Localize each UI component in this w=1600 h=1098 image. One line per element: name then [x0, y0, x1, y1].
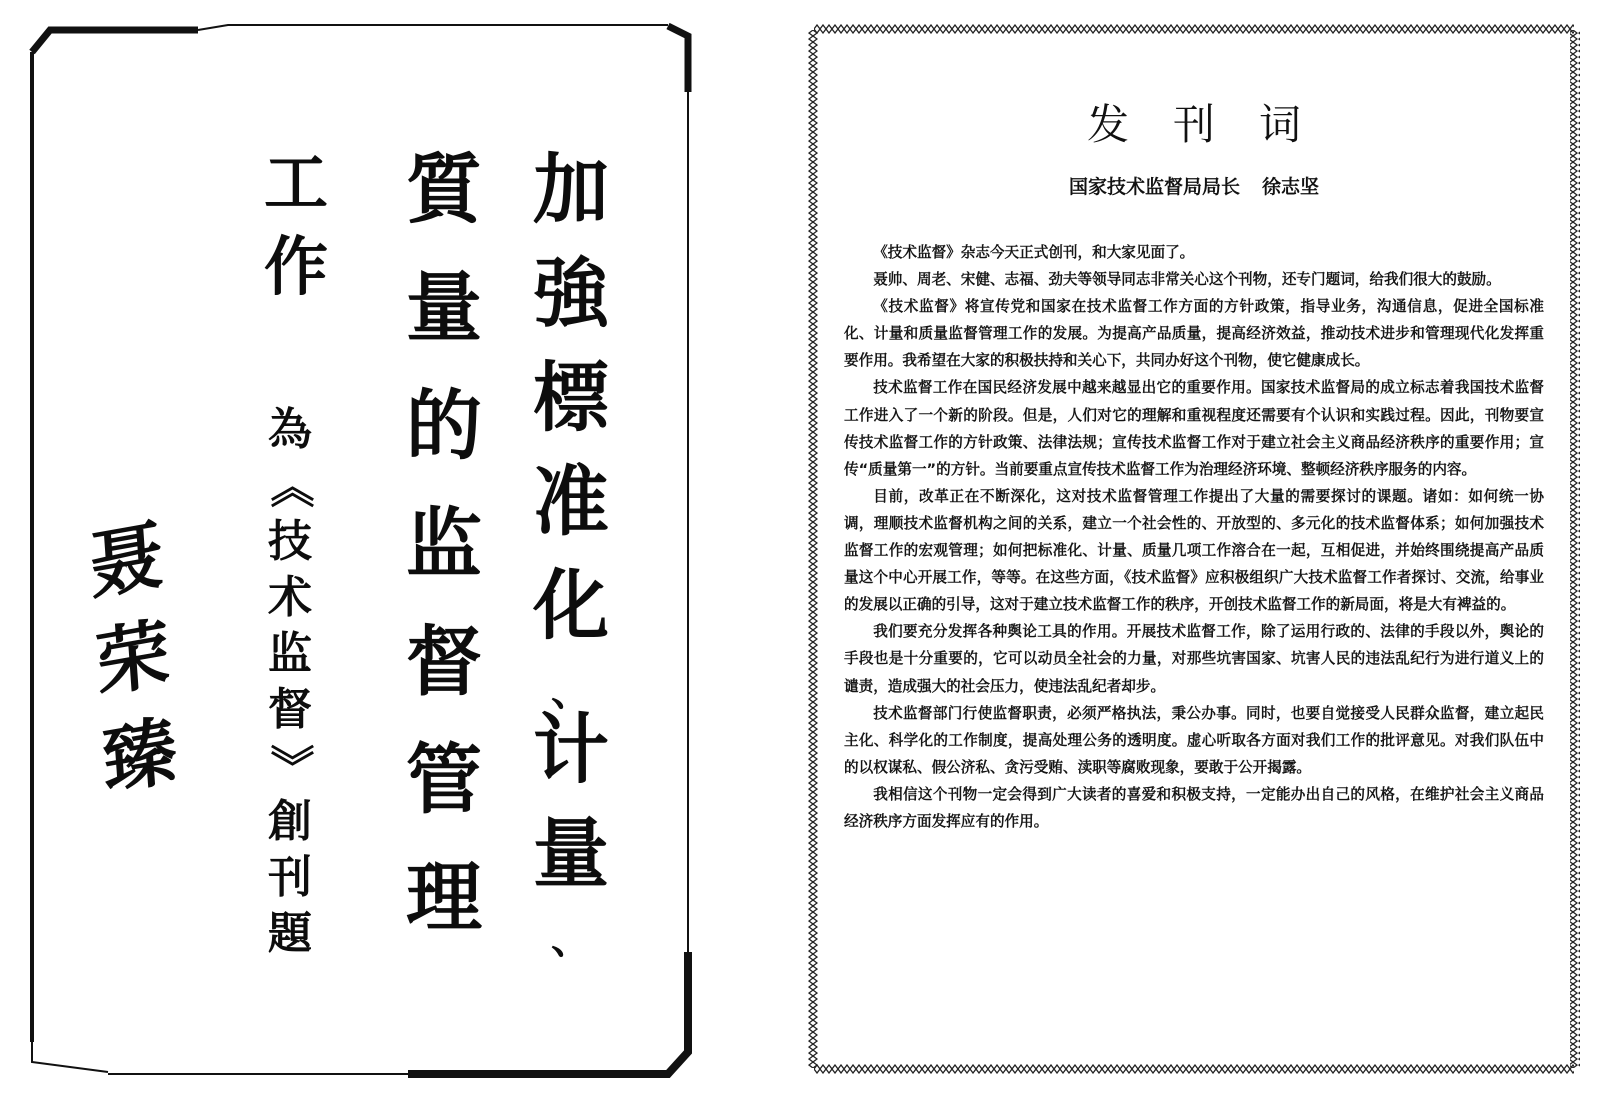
dedication-char: 為 — [268, 404, 312, 455]
dedication-char: 督 — [268, 684, 312, 735]
dedication-char: 《 — [265, 464, 316, 508]
inscription-char: 督 — [406, 617, 482, 706]
dedication-char: 刊 — [268, 852, 312, 903]
signature-char: 臻 — [100, 707, 180, 807]
inscription-char: 准 — [533, 457, 609, 546]
inscription-char: 量 — [406, 263, 482, 352]
dedication-char: 創 — [268, 796, 312, 847]
inscription-column-3 — [264, 146, 328, 320]
paragraph: 《技术监督》将宣传党和国家在技术监督工作方面的方针政策，指导业务，沟通信息，促进全国标准化、计量和质量监督管理工作的发展。为提高产品质量，提高经济效益，推动技术进步和管理现代化发挥重要作用。我希望在大家的积极扶持和关心下，共同办好这个刊物，使它健康成长。 — [844, 298, 1544, 370]
paragraph: 我们要充分发挥各种舆论工具的作用。开展技术监督工作，除了运用行政的、法律的手段以外，舆论的手段也是十分重要的，它可以动员全社会的力量，对那些坑害国家、坑害人民的违法乱纪行为进行道义上的谴责，造成强大的社会压力，使违法乱纪者却步。 — [844, 623, 1544, 695]
editorial-body — [844, 239, 1544, 835]
inscription-char: 、 — [551, 916, 591, 963]
paragraph: 目前，改革正在不断深化，这对技术监督管理工作提出了大量的需要探讨的课题。诸如：如何统一协调，理顺技术监督机构之间的关系，建立一个社会性的、开放型的、多元化的技术监督体系；如何加强技术监督工作的宏观管理；如何把标准化、计量、质量几项工作溶合在一起，互相促进，并始终围绕提高产品质量这个中心开展工作，等等。在这些方面，《技术监督》应积极组织广大技术监督工作者探讨、交流，给事业的发展以正确的引导，这对于建立技术监督工作的秩序，开创技术监督工作的新局面，将是大有裨益的。 — [844, 487, 1544, 614]
paragraph: 《技术监督》杂志今天正式创刊，和大家见面了。 — [873, 244, 1195, 261]
inscription-char: 的 — [406, 381, 482, 470]
inscription-char: 作 — [264, 230, 328, 305]
inscription-char: 管 — [406, 735, 482, 824]
paragraph: 我相信这个刊物一定会得到广大读者的喜爱和积极支持，一定能办出自己的风格，在维护社会主义商品经济秩序方面发挥应有的作用。 — [844, 785, 1544, 830]
signature-char: 聂 — [86, 511, 166, 611]
dedication-char: 技 — [268, 516, 312, 567]
author-name: 徐志坚 — [1262, 176, 1320, 198]
dedication-char: 》 — [265, 744, 316, 788]
inscription-char: 強 — [533, 249, 609, 338]
author-title: 国家技术监督局局长 — [1068, 176, 1240, 198]
inscription-page — [28, 22, 714, 1078]
inscription-char: 標 — [533, 353, 609, 442]
editorial-title: 发刊词 — [1086, 100, 1345, 149]
inscription-char: 理 — [406, 853, 482, 942]
inscription-column-1 — [533, 145, 609, 963]
inscription-char: 化 — [533, 561, 609, 650]
dedication-char: 监 — [268, 628, 312, 679]
inscription-char: 、 — [551, 668, 591, 715]
inscription-char: 量 — [533, 809, 609, 898]
paragraph: 聂帅、周老、宋健、志福、劲夫等领导同志非常关心这个刊物，还专门题词，给我们很大的鼓励。 — [873, 271, 1501, 289]
signature-char: 荣 — [93, 609, 173, 709]
inscription-dedication — [265, 402, 316, 962]
dedication-char: 題 — [268, 908, 312, 959]
inscription-char: 计 — [533, 705, 609, 794]
dedication-char: 术 — [268, 572, 312, 623]
editorial-author — [808, 172, 1580, 199]
inscription-char: 加 — [533, 145, 609, 234]
paragraph: 技术监督工作在国民经济发展中越来越显出它的重要作用。国家技术监督局的成立标志着我国技术监督工作进入了一个新的阶段。但是，人们对它的理解和重视程度还需要有个认识和实践过程。因此，刊物要宣传技术监督工作的方针政策、法律法规；宣传技术监督工作对于建立社会主义商品经济秩序的重要作用；宣传“质量第一”的方针。当前要重点宣传技术监督工作为治理经济环境、整顿经济秩序服务的内容。 — [844, 379, 1544, 478]
inscription-column-2 — [406, 145, 482, 978]
inscription-char: 监 — [406, 499, 482, 588]
inscription-char: 質 — [406, 145, 482, 234]
inscription-char: 工 — [264, 146, 328, 221]
paragraph: 技术监督部门行使监督职责，必须严格执法，秉公办事。同时，也要自觉接受人民群众监督，建立起民主化、科学化的工作制度，提高处理公务的透明度。虚心听取各方面对我们工作的批评意见。对我们队伍中的以权谋私、假公济私、贪污受贿、渎职等腐败现象，要敢于公开揭露。 — [844, 704, 1544, 776]
editorial-page — [808, 24, 1580, 1074]
